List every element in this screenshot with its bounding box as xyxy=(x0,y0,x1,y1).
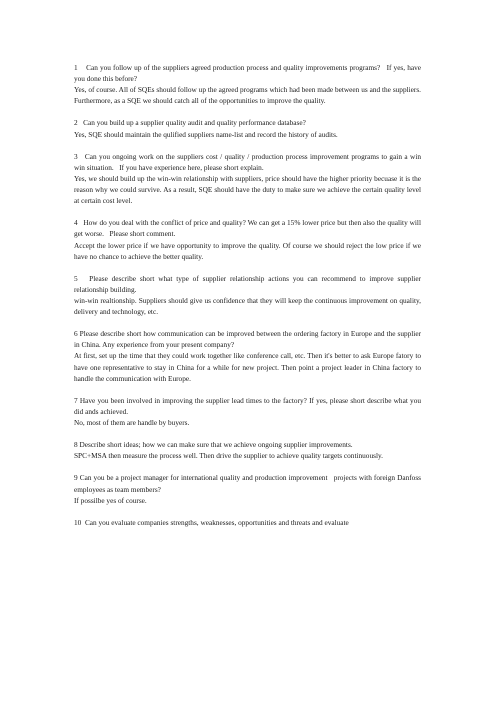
question-text: 3 Can you ongoing work on the suppliers cost / quality / production process improvement programs to gain a win win situation. If you have experience here, please short explain. xyxy=(74,151,421,172)
answer-text: Yes, we should build up the win-win relationship with suppliers, price should have the higher priority becuase it is the reason why we could survive. As a result, SQE should have the duty to make sure we achieve the certain quality level at certain cost level. xyxy=(74,173,421,206)
question-text: 5 Please describe short what type of supplier relationship actions you can recommend to improve supplier relationship building. xyxy=(74,273,421,294)
qa-item-5 xyxy=(74,273,421,317)
answer-text: win-win realtionship. Suppliers should give us confidence that they will keep the continuous improvement on quality, delivery and technology, etc. xyxy=(74,295,421,317)
qa-item-3 xyxy=(74,151,421,206)
answer-text: No, most of them are handle by buyers. xyxy=(74,418,190,427)
answer-text: Yes, SQE should maintain the qulified suppliers name-list and record the history of audits. xyxy=(74,129,338,139)
question-text: 10 Can you evaluate companies strengths, weaknesses, opportunities and threats and evaluate xyxy=(74,517,349,527)
qa-item-2 xyxy=(74,117,421,139)
question-text: 1 Can you follow up of the suppliers agreed production process and quality improvements programs? If yes, have you done this before? xyxy=(74,63,421,84)
question-text: 7 Have you been involved in improving the supplier lead times to the factory? If yes, please short describe what you did ands achieved. xyxy=(74,395,421,416)
question-text: 4 How do you deal with the conflict of price and quality? We can get a 15% lower price but then also the quality will get worse. Please short comment. xyxy=(74,218,421,239)
answer-text: SPC+MSA then measure the process well. Then drive the supplier to achieve quality targets continuously. xyxy=(74,451,383,461)
qa-item-8 xyxy=(74,439,421,461)
qa-item-1 xyxy=(74,62,421,106)
answer-text: Accept the lower price if we have opportunity to improve the quality. Of course we should reject the low price if we have no chance to achieve the better quality. xyxy=(74,240,421,261)
question-text: 6 Please describe short how communication can be improved between the ordering factory in Europe and the supplier in China. Any experience from your present company? xyxy=(74,329,421,350)
qa-item-9 xyxy=(74,472,421,505)
question-text: 9 Can you be a project manager for international quality and production improvement projects with foreign Danfoss employees as team members? xyxy=(74,473,421,494)
qa-item-4 xyxy=(74,217,421,261)
question-text: 8 Describe short ideas; how we can make sure that we achieve ongoing supplier improvements. xyxy=(74,440,353,450)
qa-item-10 xyxy=(74,517,421,528)
answer-text: Yes, of course. All of SQEs should follow up the agreed programs which had been made between us and the suppliers. Furthermore, as a SQE we should catch all of the opportunities to improve the quality. xyxy=(74,85,421,106)
answer-text: At first, set up the time that they could work together like conference call, etc. Then it's better to ask Europe fatory to have one representative to stay in China for a while for new project. Then point a project leader in China factory to handle the communication with Europe. xyxy=(74,351,421,383)
qa-item-6 xyxy=(74,328,421,383)
answer-text: If possilbe yes of course. xyxy=(74,495,147,505)
document-page xyxy=(74,62,421,539)
qa-item-7 xyxy=(74,395,421,428)
question-text: 2 Can you build up a supplier quality audit and quality performance database? xyxy=(74,118,306,128)
